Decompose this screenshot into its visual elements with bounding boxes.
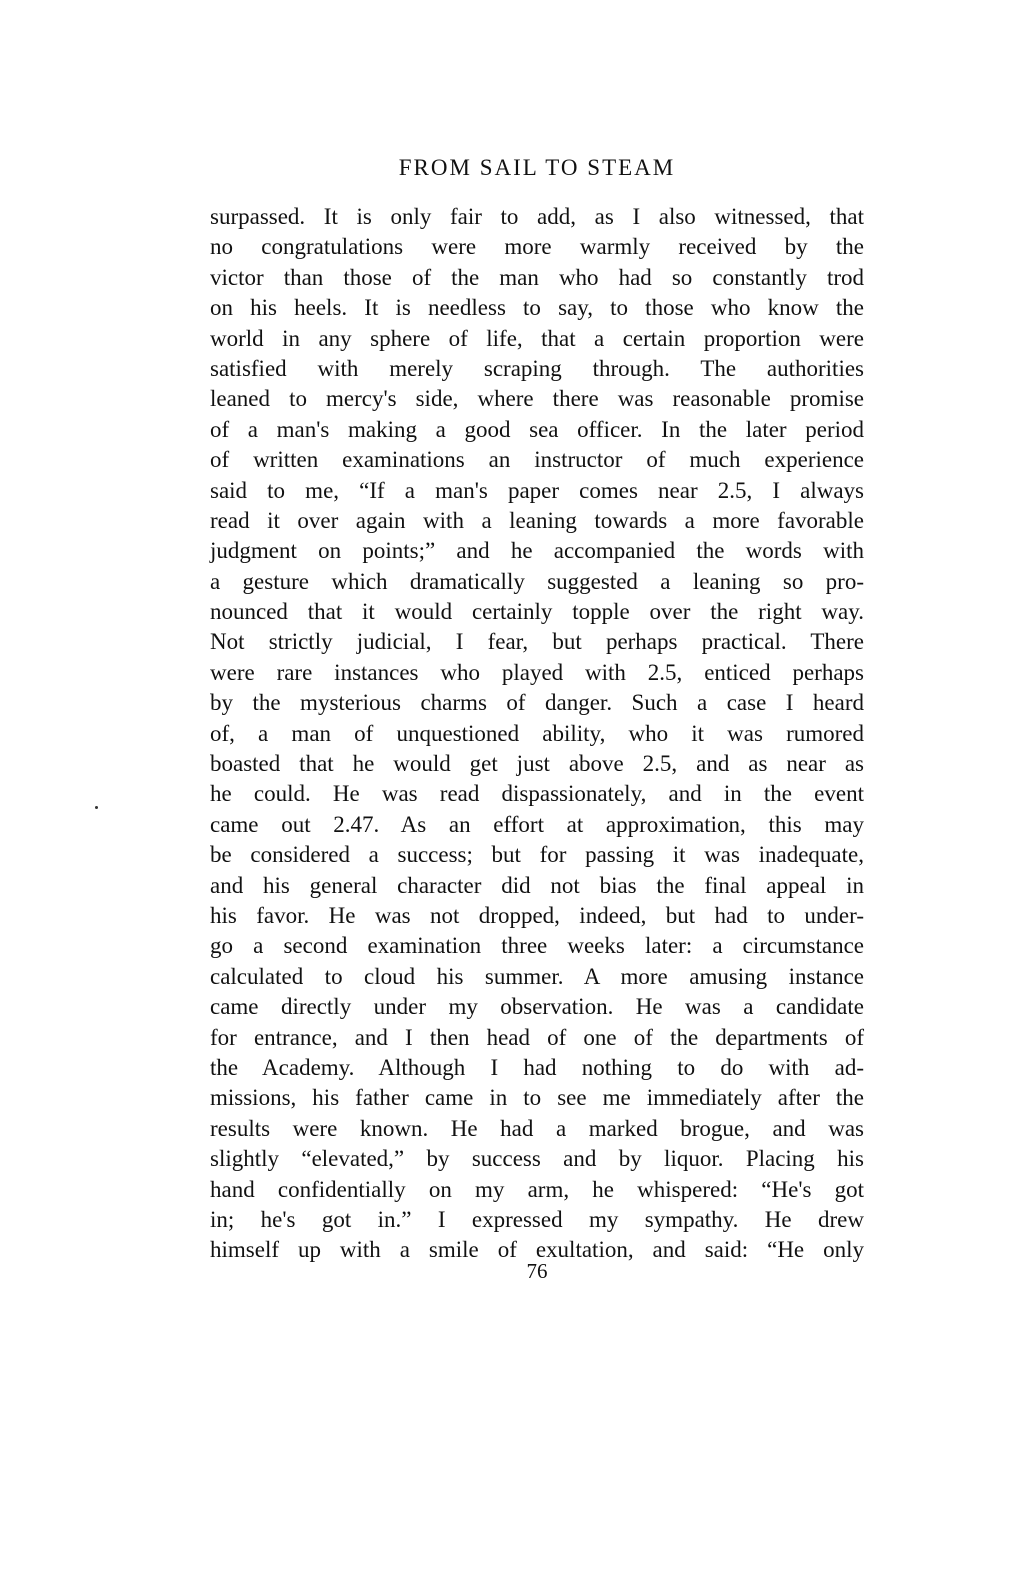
page-number: 76 bbox=[526, 1259, 548, 1283]
scan-speck bbox=[95, 806, 98, 809]
text-line: slightly “elevated,” by success and by liquor. Placing his bbox=[210, 1146, 864, 1172]
text-line: himself up with a smile of exultation, and said: “He only bbox=[210, 1237, 864, 1263]
text-line: by the mysterious charms of danger. Such a case I heard bbox=[210, 690, 864, 716]
text-line: of written examinations an instructor of much experience bbox=[210, 447, 864, 473]
text-line: said to me, “If a man's paper comes near 2.5, I always bbox=[210, 477, 864, 503]
text-line: leaned to mercy's side, where there was reasonable promise bbox=[210, 386, 864, 412]
text-line: missions, his father came in to see me immediately after the bbox=[210, 1085, 864, 1111]
text-line: were rare instances who played with 2.5, enticed perhaps bbox=[210, 659, 864, 685]
text-line: satisfied with merely scraping through. The authorities bbox=[210, 355, 864, 381]
running-head: FROM SAIL TO STEAM bbox=[398, 155, 676, 180]
text-line: be considered a success; but for passing it was inadequate, bbox=[210, 842, 864, 868]
text-line: on his heels. It is needless to say, to those who know the bbox=[210, 295, 864, 321]
text-line: he could. He was read dispassionately, and in the event bbox=[210, 781, 864, 807]
text-line: of a man's making a good sea officer. In the later period bbox=[210, 416, 864, 442]
text-line: victor than those of the man who had so constantly trod bbox=[210, 264, 864, 290]
text-line: Not strictly judicial, I fear, but perhaps practical. There bbox=[210, 629, 864, 655]
text-line: hand confidentially on my arm, he whispered: “He's got bbox=[210, 1176, 864, 1202]
text-line: boasted that he would get just above 2.5, and as near as bbox=[210, 751, 864, 777]
text-line: the Academy. Although I had nothing to do with ad- bbox=[210, 1054, 864, 1080]
text-line: no congratulations were more warmly received by the bbox=[210, 234, 864, 260]
text-line: go a second examination three weeks later: a circumstance bbox=[210, 933, 864, 959]
body-text bbox=[210, 202, 864, 1266]
text-line: in; he's got in.” I expressed my sympathy. He drew bbox=[210, 1206, 864, 1232]
text-line: his favor. He was not dropped, indeed, but had to under- bbox=[210, 902, 864, 928]
text-line: nounced that it would certainly topple over the right way. bbox=[210, 599, 864, 625]
text-line: read it over again with a leaning towards a more favorable bbox=[210, 507, 864, 533]
text-line: came directly under my observation. He was a candidate bbox=[210, 994, 864, 1020]
text-line: surpassed. It is only fair to add, as I also witnessed, that bbox=[210, 204, 864, 229]
text-line: a gesture which dramatically suggested a leaning so pro- bbox=[210, 568, 864, 594]
text-line: came out 2.47. As an effort at approximation, this may bbox=[210, 811, 864, 837]
text-line: and his general character did not bias the final appeal in bbox=[210, 872, 864, 898]
text-line: of, a man of unquestioned ability, who it was rumored bbox=[210, 720, 864, 746]
text-line: calculated to cloud his summer. A more amusing instance bbox=[210, 963, 864, 989]
text-line: for entrance, and I then head of one of the departments of bbox=[210, 1024, 864, 1050]
text-line: results were known. He had a marked brogue, and was bbox=[210, 1115, 864, 1141]
text-line: world in any sphere of life, that a certain proportion were bbox=[210, 325, 864, 351]
text-line: judgment on points;” and he accompanied the words with bbox=[210, 538, 864, 564]
